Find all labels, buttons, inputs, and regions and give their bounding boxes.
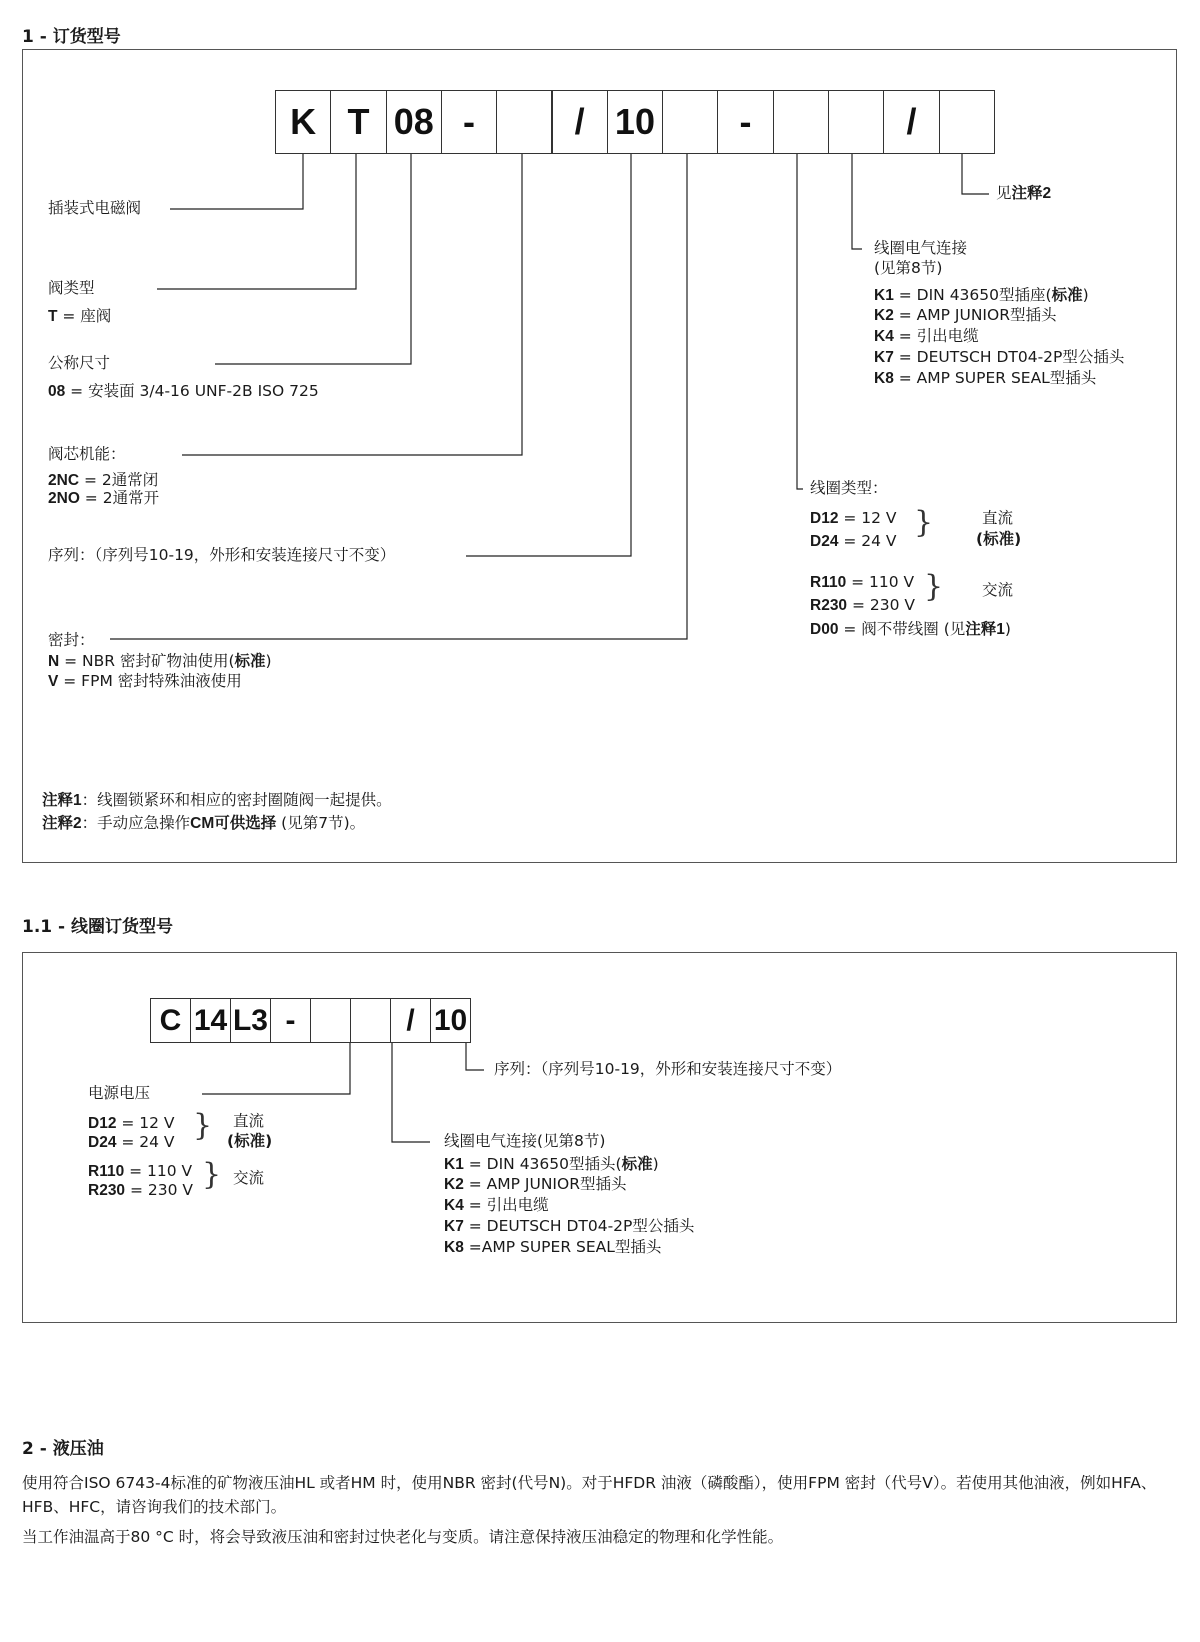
ordering-code-box-1: T bbox=[330, 90, 386, 154]
coil-option: D00 = 阀不带线圈 (见注释1) bbox=[810, 620, 1011, 638]
hydraulic-fluid-paragraph-1: 使用符合ISO 6743-4标准的矿物液压油HL 或者HM 时，使用NBR 密封(代号N)。对于HFDR 油液（磷酸酯），使用FPM 密封（代号V）。若使用其他油液，例如HFA、HFB、HFC，请咨询我们的技术部门。 bbox=[22, 1474, 1157, 1516]
coil-code-box-4 bbox=[310, 998, 351, 1043]
connection-title: 线圈电气连接 bbox=[874, 239, 968, 257]
ordering-code-box-3: - bbox=[441, 90, 497, 154]
coil-connection-title: 线圈电气连接(见第8节) bbox=[444, 1132, 606, 1150]
ordering-code-box-2: 08 bbox=[386, 90, 442, 154]
ordering-code-box-12 bbox=[939, 90, 995, 154]
voltage-option: R110 = 110 V bbox=[88, 1162, 193, 1180]
voltage-option: D24 = 24 V bbox=[88, 1133, 175, 1151]
coil-code-box-2: L3 bbox=[230, 998, 271, 1043]
ac-label: 交流 bbox=[982, 581, 1014, 599]
note-1: 注释1：线圈锁紧环和相应的密封圈随阀一起提供。 bbox=[42, 791, 392, 809]
coil-code-box-3: - bbox=[270, 998, 311, 1043]
seal-option: N = NBR 密封矿物油使用(标准) bbox=[48, 652, 272, 670]
coil-connection-option: K8 =AMP SUPER SEAL型插头 bbox=[444, 1238, 662, 1256]
coil-code-box-7: 10 bbox=[430, 998, 471, 1043]
function-option: 2NC = 2通常闭 bbox=[48, 471, 159, 489]
coil-connection-option: K2 = AMP JUNIOR型插头 bbox=[444, 1175, 627, 1193]
dc-standard-label: (标准) bbox=[976, 530, 1022, 548]
ordering-code-box-0: K bbox=[275, 90, 331, 154]
voltage-option: D12 = 12 V bbox=[88, 1114, 175, 1132]
brace-icon: } bbox=[202, 1157, 222, 1192]
ordering-code-box-6: 10 bbox=[607, 90, 663, 154]
connection-option: K7 = DEUTSCH DT04-2P型公插头 bbox=[874, 348, 1125, 366]
coil-code-box-0: C bbox=[150, 998, 191, 1043]
voltage-title: 电源电压 bbox=[88, 1084, 151, 1102]
coil-code-box-6: / bbox=[390, 998, 431, 1043]
series-label: 序列：（序列号10-19，外形和安装连接尺寸不变） bbox=[48, 546, 396, 564]
valve-type-option: T = 座阀 bbox=[48, 307, 112, 325]
seal-option: V = FPM 密封特殊油液使用 bbox=[48, 672, 242, 690]
coil-connection-option: K1 = DIN 43650型插头(标准) bbox=[444, 1155, 659, 1173]
ordering-code-box-4 bbox=[496, 90, 552, 154]
voltage-option: R230 = 230 V bbox=[88, 1181, 194, 1199]
coil-dc-label: 直流 bbox=[233, 1112, 265, 1130]
ordering-code-box-5: / bbox=[552, 90, 608, 154]
hydraulic-fluid-paragraph-2: 当工作油温高于80 °C 时，将会导致液压油和密封过快老化与变质。请注意保持液压油稳定的物理和化学性能。 bbox=[22, 1528, 784, 1546]
ordering-code-box-7 bbox=[662, 90, 718, 154]
brace-icon: } bbox=[193, 1108, 213, 1143]
note2-reference: 见注释2 bbox=[996, 184, 1052, 202]
connection-option: K2 = AMP JUNIOR型插头 bbox=[874, 306, 1057, 324]
section-2-heading: 2 - 液压油 bbox=[22, 1439, 104, 1459]
seal-title: 密封： bbox=[48, 631, 95, 649]
coil-option: D24 = 24 V bbox=[810, 532, 897, 550]
note-2: 注释2：手动应急操作CM可供选择 (见第7节)。 bbox=[42, 814, 366, 832]
coil-type-title: 线圈类型： bbox=[810, 479, 888, 497]
ordering-code-box-11: / bbox=[883, 90, 939, 154]
ordering-code-box-9 bbox=[773, 90, 829, 154]
brace-icon: } bbox=[924, 569, 944, 604]
connection-option: K1 = DIN 43650型插座(标准) bbox=[874, 286, 1089, 304]
coil-option: R110 = 110 V bbox=[810, 573, 915, 591]
coil-option: R230 = 230 V bbox=[810, 596, 916, 614]
coil-ac-label: 交流 bbox=[233, 1169, 265, 1187]
valve-label: 插装式电磁阀 bbox=[48, 199, 142, 217]
ordering-code-box-8: - bbox=[717, 90, 773, 154]
size-option: 08 = 安装面 3/4-16 UNF-2B ISO 725 bbox=[48, 382, 319, 400]
dc-label: 直流 bbox=[982, 509, 1014, 527]
connection-subtitle: (见第8节) bbox=[874, 259, 943, 277]
coil-dc-standard-label: (标准) bbox=[227, 1132, 273, 1150]
brace-icon: } bbox=[914, 505, 934, 540]
coil-connection-option: K4 = 引出电缆 bbox=[444, 1196, 549, 1214]
section-1-heading: 1 - 订货型号 bbox=[22, 27, 121, 47]
size-title: 公称尺寸 bbox=[48, 354, 111, 372]
coil-code-box-1: 14 bbox=[190, 998, 231, 1043]
ordering-code-box-10 bbox=[828, 90, 884, 154]
function-option: 2NO = 2通常开 bbox=[48, 489, 160, 507]
coil-connection-option: K7 = DEUTSCH DT04-2P型公插头 bbox=[444, 1217, 695, 1235]
valve-type-title: 阀类型 bbox=[48, 279, 95, 297]
connection-option: K4 = 引出电缆 bbox=[874, 327, 979, 345]
coil-code-box-5 bbox=[350, 998, 391, 1043]
coil-series-label: 序列：（序列号10-19，外形和安装连接尺寸不变） bbox=[494, 1060, 842, 1078]
section-1-1-heading: 1.1 - 线圈订货型号 bbox=[22, 917, 174, 937]
function-title: 阀芯机能： bbox=[48, 445, 126, 463]
connection-option: K8 = AMP SUPER SEAL型插头 bbox=[874, 369, 1097, 387]
coil-option: D12 = 12 V bbox=[810, 509, 897, 527]
